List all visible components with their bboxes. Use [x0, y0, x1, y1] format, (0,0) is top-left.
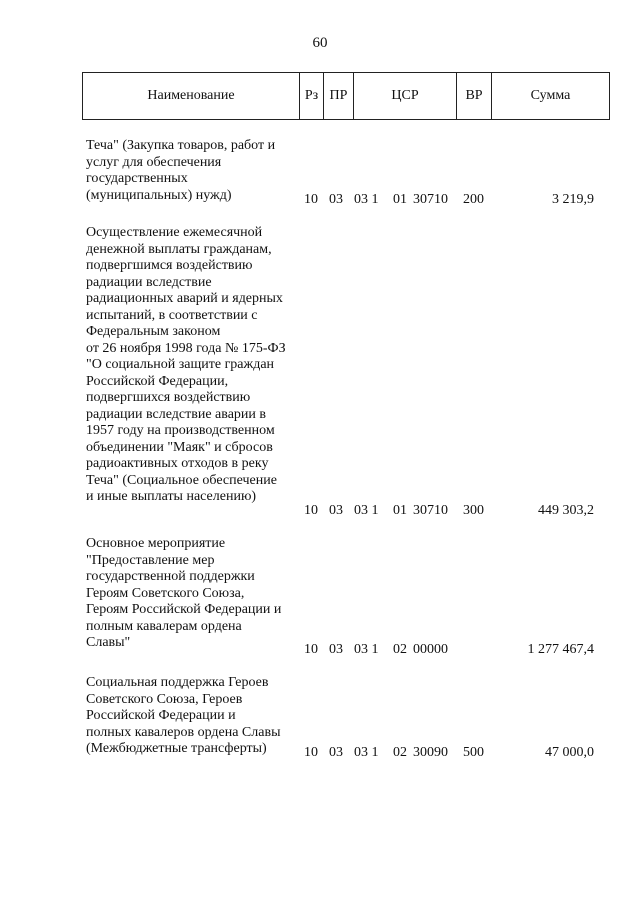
cell-csr-event: 01 — [393, 503, 407, 518]
page-number: 60 — [312, 35, 328, 51]
header-pr: ПР — [324, 73, 354, 119]
cell-vr: 200 — [463, 192, 484, 207]
cell-pr: 03 — [329, 642, 343, 657]
name-line: 1957 году на производственном — [86, 423, 275, 438]
name-line: "О социальной защите граждан — [86, 357, 275, 372]
name-line: "Предоставление мер — [86, 552, 215, 568]
cell-csr-direction: 30090 — [413, 745, 448, 760]
name-line: Героям Российской Федерации и — [86, 602, 282, 617]
cell-csr-program: 03 1 — [354, 745, 379, 760]
name-line: Теча" (Закупка товаров, работ и — [86, 138, 276, 153]
name-line: услуг для обеспечения — [86, 154, 222, 170]
name-line: Федеральным законом — [86, 324, 221, 339]
cell-csr-program: 03 1 — [354, 192, 379, 207]
name-line: подвергшихся воздействию — [86, 390, 251, 405]
cell-csr-program: 03 1 — [354, 503, 379, 518]
cell-sum: 449 303,2 — [538, 503, 594, 518]
name-line: от 26 ноября 1998 года № 175-ФЗ — [86, 340, 286, 356]
row-name — [86, 536, 304, 652]
cell-csr-event: 02 — [393, 642, 407, 657]
cell-vr: 300 — [463, 503, 484, 518]
name-line: и иные выплаты населению) — [86, 489, 257, 504]
cell-pr: 03 — [329, 192, 343, 207]
name-line: Теча" (Социальное обеспечение — [86, 472, 277, 488]
name-line: Российской Федерации и — [86, 708, 236, 723]
row-codes — [86, 641, 610, 658]
name-line: Осуществление ежемесячной — [86, 225, 263, 240]
name-line: Основное мероприятие — [86, 536, 226, 551]
cell-pr: 03 — [329, 745, 343, 760]
row-codes — [86, 191, 610, 208]
cell-csr-program: 03 1 — [354, 642, 379, 657]
name-line: государственной поддержки — [86, 569, 255, 584]
name-line: радиации вследствие — [86, 274, 212, 290]
cell-rz: 10 — [304, 192, 318, 207]
name-line: Славы" — [86, 635, 131, 650]
name-line: испытаний, в соответствии с — [86, 307, 258, 323]
header-csr: ЦСР — [354, 73, 457, 119]
row-codes — [86, 502, 610, 519]
header-rz: Рз — [300, 73, 324, 119]
cell-pr: 03 — [329, 503, 343, 518]
name-line: радиоактивных отходов в реку — [86, 456, 269, 471]
cell-csr-event: 01 — [393, 192, 407, 207]
cell-rz: 10 — [304, 745, 318, 760]
name-line: Российской Федерации, — [86, 373, 229, 389]
name-line: подвергшимся воздействию — [86, 258, 253, 273]
cell-sum: 3 219,9 — [552, 192, 594, 207]
cell-csr-direction: 30710 — [413, 192, 448, 207]
name-line: полных кавалеров ордена Славы — [86, 724, 281, 740]
header-name: Наименование — [83, 73, 300, 119]
cell-sum: 47 000,0 — [545, 745, 594, 760]
cell-csr-direction: 30710 — [413, 503, 448, 518]
name-line: Советского Союза, Героев — [86, 691, 243, 707]
cell-csr-direction: 00000 — [413, 642, 448, 657]
name-line: радиационных аварий и ядерных — [86, 291, 283, 306]
cell-vr: 500 — [463, 745, 484, 760]
name-line: Героям Советского Союза, — [86, 585, 245, 601]
table-row — [86, 225, 610, 519]
name-line: Социальная поддержка Героев — [86, 675, 269, 690]
name-line: полным кавалерам ордена — [86, 618, 242, 634]
cell-sum: 1 277 467,4 — [527, 642, 594, 657]
name-line: радиации вследствие аварии в — [86, 406, 266, 422]
table-header — [82, 72, 610, 120]
header-sum: Сумма — [530, 88, 571, 103]
name-line: (Межбюджетные трансферты) — [86, 741, 267, 756]
cell-rz: 10 — [304, 642, 318, 657]
name-line: денежной выплаты гражданам, — [86, 241, 272, 257]
row-codes — [86, 744, 610, 761]
row-name — [86, 225, 304, 506]
name-line: государственных — [86, 171, 188, 186]
name-line: (муниципальных) нужд) — [86, 187, 232, 203]
table-row — [86, 675, 610, 761]
name-line: объединении "Маяк" и сбросов — [86, 439, 273, 455]
header-vr: ВР — [457, 73, 492, 119]
table-row — [86, 138, 610, 208]
cell-rz: 10 — [304, 503, 318, 518]
cell-csr-event: 02 — [393, 745, 407, 760]
table-row — [86, 536, 610, 658]
